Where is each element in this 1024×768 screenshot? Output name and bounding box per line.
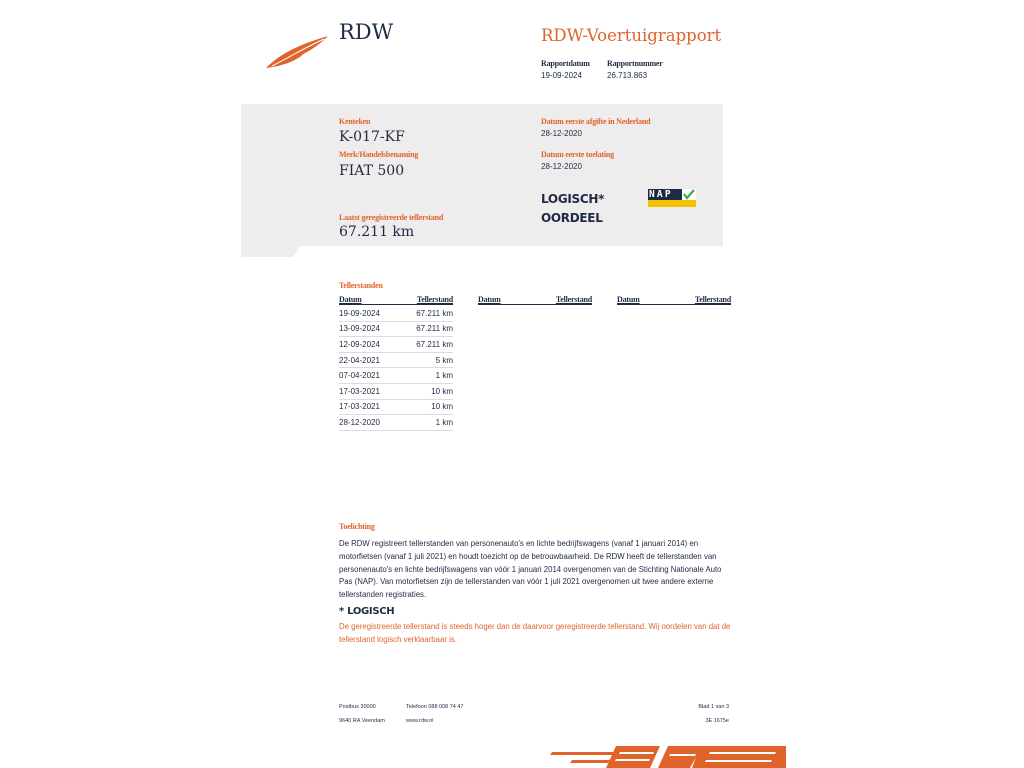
footer-address: 9640 RA Veendam: [339, 718, 385, 724]
table-row: [339, 368, 453, 384]
row-date: 28-12-2020: [339, 417, 380, 427]
row-date: 13-09-2024: [339, 324, 380, 334]
footer-postbus: Postbus 30000: [339, 704, 376, 710]
first-nl-value: 28-12-2020: [541, 129, 582, 138]
row-reading: 67.211 km: [416, 324, 453, 334]
table-row: [339, 384, 453, 400]
panel-corner-tab: [241, 245, 301, 259]
report-number-label: Rapportnummer: [607, 59, 663, 68]
first-admission-label: Datum eerste toelating: [541, 150, 614, 159]
table-row: [339, 337, 453, 353]
footer-page: Blad 1 van 3: [698, 704, 729, 710]
row-reading: 5 km: [435, 355, 453, 365]
table-row: [339, 322, 453, 338]
first-nl-label: Datum eerste afgifte in Nederland: [541, 117, 651, 126]
verdict-line2: OORDEEL: [541, 211, 603, 225]
first-admission-value: 28-12-2020: [541, 162, 582, 171]
plate-value: K-017-KF: [339, 129, 405, 145]
footer-code: 3E 1675e: [705, 718, 729, 724]
col-reading-header: Tellerstand: [694, 295, 731, 304]
row-date: 17-03-2021: [339, 402, 380, 412]
row-reading: 10 km: [431, 402, 453, 412]
tellerstanden-rows: [339, 306, 453, 431]
report-number: 26.713.863: [607, 71, 648, 80]
col-reading-header: Tellerstand: [555, 295, 592, 304]
plate-label: Kenteken: [339, 117, 371, 126]
row-reading: 67.211 km: [416, 339, 453, 349]
row-date: 12-09-2024: [339, 339, 380, 349]
tellerstanden-column-1: [339, 293, 453, 431]
table-row: [339, 415, 453, 431]
col-date-header: Datum: [478, 295, 501, 304]
tellerstanden-header: [339, 293, 453, 305]
row-date: 19-09-2024: [339, 308, 380, 318]
logisch-title: * LOGISCH: [339, 606, 395, 617]
verdict-line1: LOGISCH*: [541, 192, 605, 206]
org-name: RDW: [339, 20, 394, 44]
footer-website: www.rdw.nl: [406, 718, 434, 724]
tellerstanden-header: [617, 293, 731, 305]
make-label: Merk/Handelsbenaming: [339, 150, 419, 159]
tellerstanden-column-3: [617, 293, 731, 305]
row-reading: 1 km: [435, 417, 453, 427]
vehicle-panel: [241, 104, 723, 246]
tellerstanden-header: [478, 293, 592, 305]
nap-logo: [648, 189, 696, 207]
make-value: FIAT 500: [339, 163, 405, 179]
row-reading: 10 km: [431, 386, 453, 396]
row-date: 07-04-2021: [339, 371, 380, 381]
row-date: 22-04-2021: [339, 355, 380, 365]
report-date-label: Rapportdatum: [541, 59, 590, 68]
row-reading: 1 km: [435, 371, 453, 381]
decorative-stripes-graphic: [550, 744, 786, 768]
toelichting-paragraph: De RDW registreert tellerstanden van personenauto's en lichte bedrijfswagens (vanaf 1 januari 2014) en motorfietsen (vanaf 1 juli 2021) en houdt toezicht op de betrouwbaarheid. De RDW heeft de tellerstanden van personenauto's en lichte bedrijfswagens van vóór 1 januari 2014 overgenomen van de Stichting Nationale Auto Pas (NAP). Van motorfietsen zijn de tellerstanden van vóór 1 juli 2021 overgenomen uit twee andere externe tellerstanden registraties.: [339, 539, 722, 600]
nap-text: NAP: [649, 189, 673, 200]
tellerstanden-column-2: [478, 293, 592, 305]
logisch-explanation: De geregistreerde tellerstand is steeds hoger dan de daarvoor geregistreerde tellerstand. Wij oordelen van dat de tellerstand logisch verklaarbaar is.: [339, 622, 731, 644]
tellerstanden-title: Tellerstanden: [339, 281, 383, 290]
row-date: 17-03-2021: [339, 386, 380, 396]
col-date-header: Datum: [617, 295, 640, 304]
toelichting-title: Toelichting: [339, 522, 375, 531]
report-date: 19-09-2024: [541, 71, 582, 80]
col-reading-header: Tellerstand: [416, 295, 453, 304]
table-row: [339, 306, 453, 322]
odometer-value: 67.211 km: [339, 224, 415, 240]
footer-phone: Telefoon 088 008 74 47: [406, 704, 464, 710]
table-row: [339, 353, 453, 369]
report-title: RDW-Voertuigrapport: [541, 26, 722, 45]
col-date-header: Datum: [339, 295, 362, 304]
table-row: [339, 400, 453, 416]
rdw-feather-logo: [264, 34, 330, 70]
odometer-label: Laatst geregistreerde tellerstand: [339, 213, 444, 222]
row-reading: 67.211 km: [416, 308, 453, 318]
